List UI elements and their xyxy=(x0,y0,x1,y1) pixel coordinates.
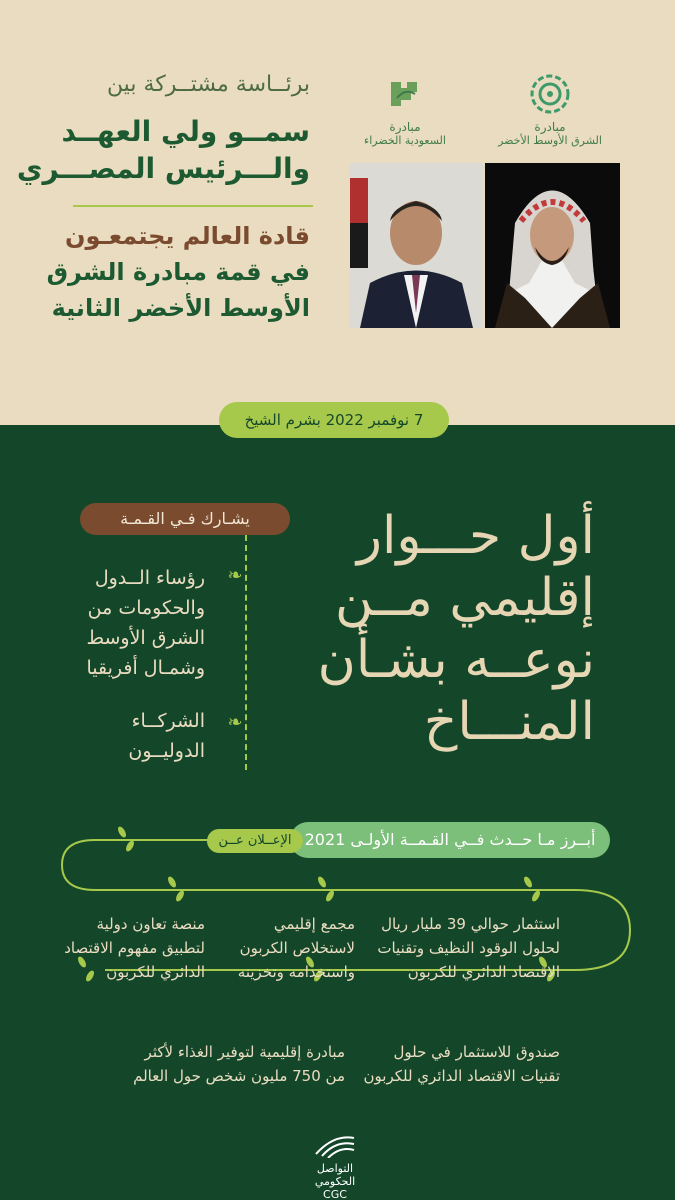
participant-line: الشركــاء xyxy=(131,710,205,732)
subtitle-line3: الأوسط الأخضر الثانية xyxy=(51,294,310,322)
highlight-line: الاقتصاد الدائري للكربون xyxy=(407,963,560,981)
highlight-line: صندوق للاستثمار في حلول xyxy=(393,1043,560,1061)
cgc-abbr: CGC xyxy=(323,1188,347,1201)
lead-title-line1: سمــو ولي العهــد xyxy=(61,115,310,148)
header-divider xyxy=(73,205,313,207)
highlight-line: تقنيات الاقتصاد الدائري للكربون xyxy=(363,1067,560,1085)
sg-logo-sub: السعودية الخضراء xyxy=(364,134,446,147)
participant-group-partners xyxy=(128,706,205,766)
highlight-item-cooperation-platform xyxy=(64,912,205,984)
highlight-line: واستخدامه وتخزينه xyxy=(237,963,355,981)
highlight-line: استثمار حوالي 39 مليار ريال xyxy=(381,915,560,933)
subtitle-line1: قادة العالم يجتمعـون xyxy=(64,222,310,250)
crown-prince-photo xyxy=(485,163,620,328)
highlight-item-food-initiative xyxy=(133,1040,345,1088)
event-date-pill: 7 نوفمبر 2022 بشرم الشيخ xyxy=(219,402,449,438)
subtitle-line2: في قمة مبادرة الشرق xyxy=(46,258,310,286)
highlight-line: منصة تعاون دولية xyxy=(96,915,205,933)
highlight-item-carbon-hub xyxy=(238,912,355,984)
middle-east-green-logo xyxy=(495,72,605,147)
highlight-line: مبادرة إقليمية لتوفير الغذاء لأكثر xyxy=(144,1043,345,1061)
mg-logo-sub: الشرق الأوسط الأخضر xyxy=(498,134,602,147)
announcement-pill: الإعــلان عــن xyxy=(207,829,303,853)
highlight-item-investment xyxy=(377,912,560,984)
sg-emblem-icon xyxy=(383,72,427,116)
highlight-line: لاستخلاص الكربون xyxy=(239,939,355,957)
headline-line: أول حـــوار xyxy=(356,506,595,566)
participant-line: الشرق الأوسط xyxy=(86,627,205,649)
cgc-logo xyxy=(290,1132,380,1201)
cgc-emblem-icon xyxy=(312,1132,358,1158)
portrait-2-icon xyxy=(350,163,483,328)
leaf-icon: ❧ xyxy=(227,565,243,586)
mg-emblem-icon xyxy=(528,72,572,116)
participant-line: والحكومات من xyxy=(87,597,205,619)
highlight-line: لحلول الوقود النظيف وتقنيات xyxy=(377,939,560,957)
highlight-line: الدائري للكربون xyxy=(106,963,205,981)
headline-line: نوعــه بشـأن xyxy=(317,630,595,690)
lead-title-line2: والـــرئيس المصـــري xyxy=(16,152,310,185)
cgc-line1: التواصل xyxy=(316,1162,354,1175)
participant-line: رؤساء الــدول xyxy=(94,567,205,589)
participants-title-pill: يشـارك فـي القـمـة xyxy=(80,503,290,535)
mg-logo-title: مبادرة xyxy=(534,120,566,134)
saudi-green-logo xyxy=(355,72,455,147)
leaf-icon: ❧ xyxy=(227,712,243,733)
highlight-line: لتطبيق مفهوم الاقتصاد xyxy=(64,939,205,957)
cgc-line2: الحكومي xyxy=(314,1175,356,1188)
participant-line: الدوليــون xyxy=(128,740,205,762)
highlight-line: من 750 مليون شخص حول العالم xyxy=(133,1067,345,1085)
headline-line: إقليمي مــن xyxy=(334,568,595,628)
intro-text: برئــاسة مشتــركة بين xyxy=(106,72,310,97)
participant-group-heads-of-state xyxy=(86,563,205,683)
president-photo xyxy=(350,163,483,328)
participants-timeline xyxy=(245,535,247,770)
main-headline xyxy=(285,505,595,753)
highlights-title-pill: أبــرز مـا حــدث فــي القـمــة الأولـى 2021 xyxy=(290,822,610,858)
sg-logo-title: مبادرة xyxy=(389,120,421,134)
highlight-item-fund xyxy=(364,1040,561,1088)
participant-line: وشمـال أفريقيا xyxy=(86,657,205,679)
headline-line: المنـــاخ xyxy=(423,692,595,752)
highlight-line: مجمع إقليمي xyxy=(273,915,355,933)
portrait-1-icon xyxy=(485,163,620,328)
